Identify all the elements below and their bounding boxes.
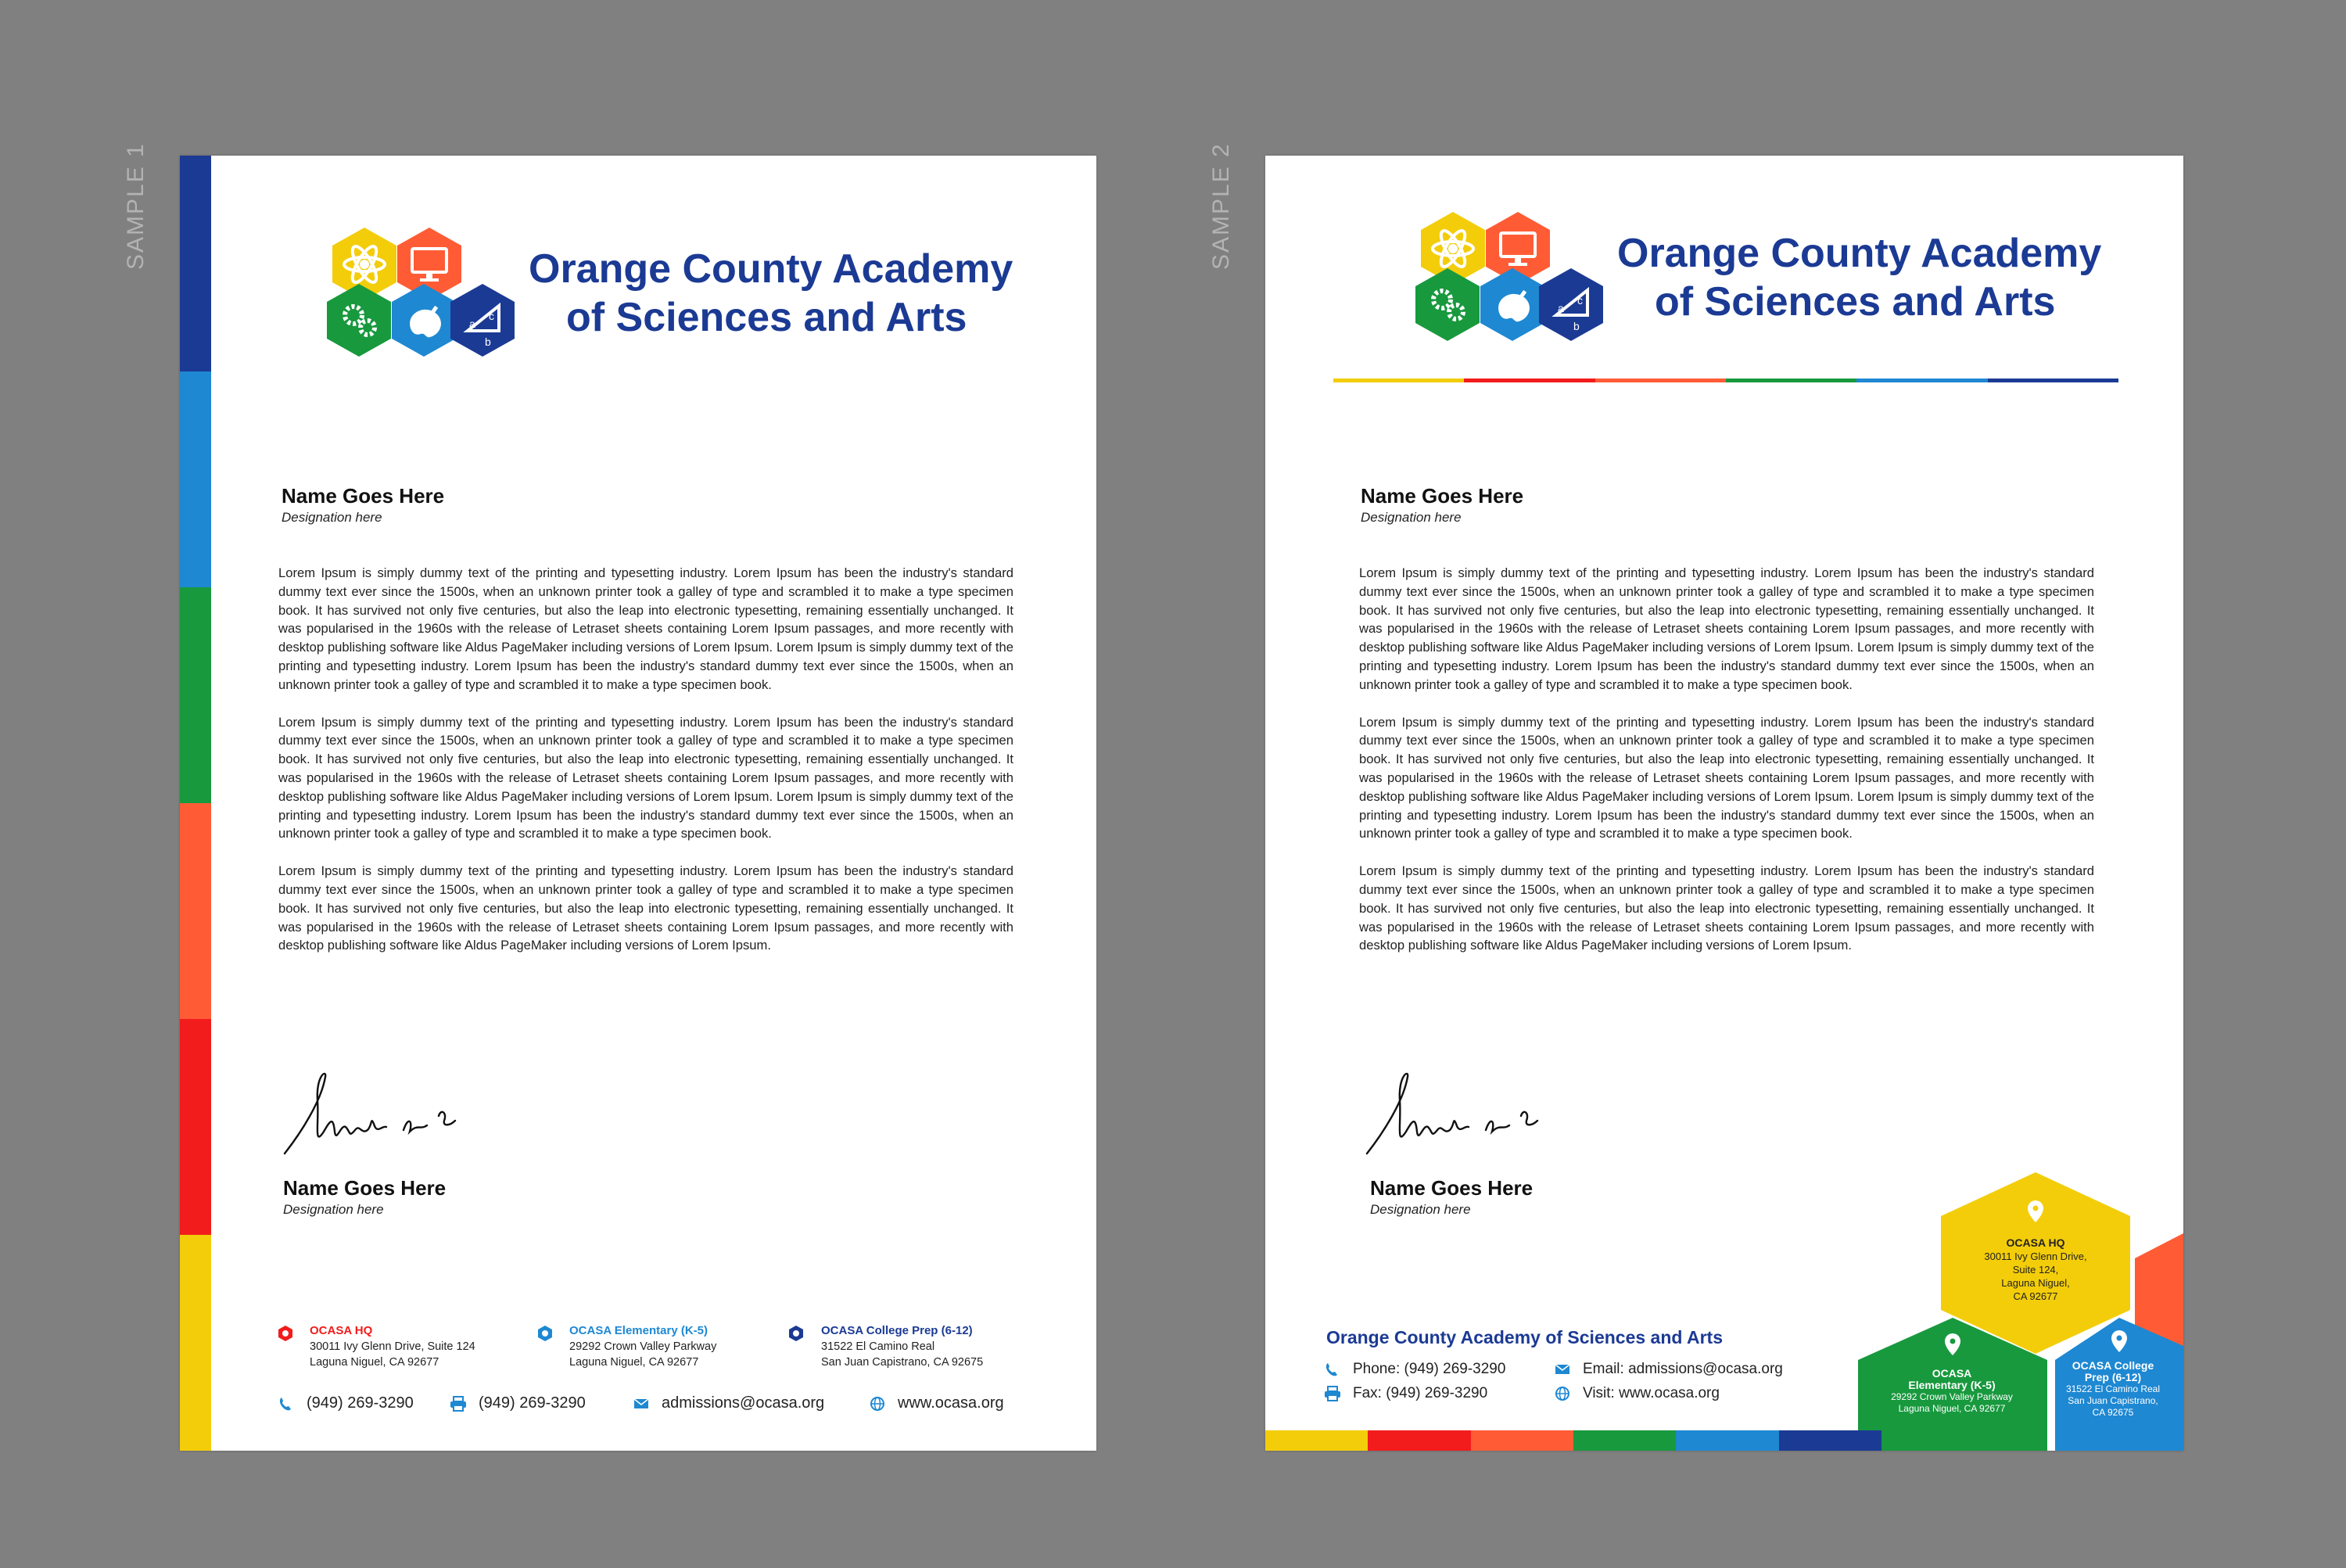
hex-elem-line1: 29292 Crown Valley Parkway (1891, 1391, 2013, 1402)
address-elementary-line2: Laguna Niguel, CA 92677 (569, 1356, 699, 1369)
globe-icon (868, 1396, 887, 1412)
address-hq-title: OCASA HQ (310, 1324, 373, 1337)
fax-text: (949) 269-3290 (479, 1394, 586, 1412)
signatory-designation: Designation here (1370, 1202, 1471, 1217)
fax-printer-icon (1323, 1386, 1342, 1401)
hex-address-elementary (1866, 1368, 2038, 1415)
footer-phone-text: Phone: (949) 269-3290 (1353, 1361, 1506, 1377)
fax-printer-icon (449, 1396, 468, 1412)
svg-text:b: b (1573, 320, 1580, 332)
school-name (529, 245, 1013, 342)
contact-email (632, 1394, 824, 1412)
svg-text:b: b (485, 335, 491, 348)
school-name-line2: of Sciences and Arts (566, 295, 967, 340)
hex-prep-line1: 31522 El Camino Real (2065, 1383, 2161, 1394)
address-hq-line2: Laguna Niguel, CA 92677 (310, 1356, 439, 1369)
phone-icon (1323, 1362, 1342, 1377)
hex-hq-title: OCASA HQ (2006, 1236, 2065, 1249)
hex-hq-line2: Suite 124, (2012, 1264, 2059, 1276)
signatory-designation: Designation here (283, 1202, 384, 1217)
body-paragraph: Lorem Ipsum is simply dummy text of the printing and typesetting industry. Lorem Ipsum has been the industry's standard dummy text ever since the 1500s, when an unknown printer took a galley of type and scrambled it to make a type specimen book. It has survived not only five centuries, but also the leap into electronic typesetting, remaining essentially unchanged. It was popularised in the 1960s with the release of Letraset sheets containing Lorem Ipsum passages, and more recently with desktop publishing software like Aldus PageMaker including versions of Lorem Ipsum. (1359, 863, 2094, 953)
sender-designation: Designation here (282, 510, 382, 525)
sender-name: Name Goes Here (282, 484, 445, 508)
letterhead-sample-2 (1265, 156, 2183, 1451)
footer-fax (1323, 1385, 1487, 1402)
sample-1-label: SAMPLE 1 (123, 142, 149, 270)
hex-address-college-prep (2044, 1360, 2182, 1419)
email-icon (1553, 1362, 1572, 1377)
email-text: admissions@ocasa.org (662, 1394, 825, 1412)
phone-icon (277, 1396, 296, 1412)
hex-elem-line2: Laguna Niguel, CA 92677 (1898, 1403, 2006, 1414)
phone-text: (949) 269-3290 (307, 1394, 414, 1412)
email-icon (632, 1396, 651, 1412)
hex-elem-title1: OCASA (1932, 1367, 1972, 1380)
address-prep-line2: San Juan Capistrano, CA 92675 (821, 1356, 984, 1369)
sender-block (282, 484, 444, 526)
body-paragraph: Lorem Ipsum is simply dummy text of the printing and typesetting industry. Lorem Ipsum has been the industry's standard dummy text ever since the 1500s, when an unknown printer took a galley of type and scrambled it to make a type specimen book. It has survived not only five centuries, but also the leap into electronic typesetting, remaining essentially unchanged. It was popularised in the 1960s with the release of Letraset sheets containing Lorem Ipsum passages, and more recently with desktop publishing software like Aldus PageMaker including versions of Lorem Ipsum. Lorem Ipsum is simply dummy text of the printing and typesetting industry. Lorem Ipsum has been the industry's standard dummy text ever since the 1500s, when an unknown printer took a galley of type and scrambled it to make a type specimen book. (278, 565, 1013, 692)
address-hq-line1: 30011 Ivy Glenn Drive, Suite 124 (310, 1340, 475, 1353)
signatory-name: Name Goes Here (1370, 1176, 1534, 1200)
body-paragraph: Lorem Ipsum is simply dummy text of the printing and typesetting industry. Lorem Ipsum has been the industry's standard dummy text ever since the 1500s, when an unknown printer took a galley of type and scrambled it to make a type specimen book. It has survived not only five centuries, but also the leap into electronic typesetting, remaining essentially unchanged. It was popularised in the 1960s with the release of Letraset sheets containing Lorem Ipsum passages, and more recently with desktop publishing software like Aldus PageMaker including versions of Lorem Ipsum. Lorem Ipsum is simply dummy text of the printing and typesetting industry. Lorem Ipsum has been the industry's standard dummy text ever since the 1500s, when an unknown printer took a galley of type and scrambled it to make a type specimen book. (1359, 714, 2094, 841)
globe-icon (1553, 1386, 1572, 1401)
hexagon-logo-mark (1415, 212, 1603, 343)
school-logo (1415, 212, 2101, 343)
sender-designation: Designation here (1361, 510, 1462, 525)
school-logo (327, 228, 1013, 359)
contact-web (868, 1394, 1004, 1412)
hex-prep-line2: San Juan Capistrano, (2068, 1395, 2158, 1406)
footer-school-name: Orange County Academy of Sciences and Arts (1326, 1327, 1723, 1347)
address-prep-line1: 31522 El Camino Real (821, 1340, 935, 1353)
hex-prep-title2: Prep (6-12) (2084, 1371, 2142, 1383)
address-elementary (569, 1323, 716, 1370)
svg-text:c: c (1577, 294, 1583, 307)
hex-hq-line1: 30011 Ivy Glenn Drive, (1984, 1250, 2087, 1262)
footer-email (1553, 1361, 1783, 1378)
svg-text:a: a (1558, 302, 1564, 314)
sender-name: Name Goes Here (1361, 484, 1524, 508)
footer-phone (1323, 1361, 1505, 1378)
contact-phone (277, 1394, 414, 1412)
letter-body (278, 564, 1013, 974)
hex-prep-title1: OCASA College (2072, 1359, 2154, 1372)
svg-text:a: a (469, 318, 475, 330)
letterhead-sample-1 (180, 156, 1096, 1451)
body-paragraph: Lorem Ipsum is simply dummy text of the printing and typesetting industry. Lorem Ipsum has been the industry's standard dummy text ever since the 1500s, when an unknown printer took a galley of type and scrambled it to make a type specimen book. It has survived not only five centuries, but also the leap into electronic typesetting, remaining essentially unchanged. It was popularised in the 1960s with the release of Letraset sheets containing Lorem Ipsum passages, and more recently with desktop publishing software like Aldus PageMaker including versions of Lorem Ipsum. Lorem Ipsum is simply dummy text of the printing and typesetting industry. Lorem Ipsum has been the industry's standard dummy text ever since the 1500s, when an unknown printer took a galley of type and scrambled it to make a type specimen book. (278, 714, 1013, 841)
signatory-name: Name Goes Here (283, 1176, 447, 1200)
location-pin-icon (277, 1325, 294, 1342)
footer-web (1553, 1385, 1720, 1402)
address-prep-title: OCASA College Prep (6-12) (821, 1324, 973, 1337)
svg-text:c: c (489, 310, 494, 322)
hex-hq-line3: Laguna Niguel, (2001, 1277, 2070, 1289)
school-name-line1: Orange County Academy (1617, 231, 2102, 276)
body-paragraph: Lorem Ipsum is simply dummy text of the printing and typesetting industry. Lorem Ipsum has been the industry's standard dummy text ever since the 1500s, when an unknown printer took a galley of type and scrambled it to make a type specimen book. It has survived not only five centuries, but also the leap into electronic typesetting, remaining essentially unchanged. It was popularised in the 1960s with the release of Letraset sheets containing Lorem Ipsum passages, and more recently with desktop publishing software like Aldus PageMaker including versions of Lorem Ipsum. Lorem Ipsum is simply dummy text of the printing and typesetting industry. Lorem Ipsum has been the industry's standard dummy text ever since the 1500s, when an unknown printer took a galley of type and scrambled it to make a type specimen book. (1359, 565, 2094, 692)
sample-2-label: SAMPLE 2 (1208, 142, 1234, 270)
signature-image (1361, 1069, 1556, 1163)
web-text: www.ocasa.org (898, 1394, 1004, 1412)
hex-hq-line4: CA 92677 (2013, 1290, 2058, 1302)
address-elementary-line1: 29292 Crown Valley Parkway (569, 1340, 717, 1353)
letter-body (1359, 564, 2094, 974)
school-name-line1: Orange County Academy (529, 246, 1013, 292)
location-pin-icon (787, 1325, 805, 1342)
signature-block (1370, 1176, 1533, 1218)
footer-email-text: Email: admissions@ocasa.org (1583, 1361, 1783, 1377)
sender-block (1361, 484, 1523, 526)
address-hq (310, 1323, 475, 1370)
hex-address-hq (1961, 1236, 2110, 1303)
address-elementary-title: OCASA Elementary (K-5) (569, 1324, 708, 1337)
hexagon-logo-mark (327, 228, 515, 359)
footer-color-bar (1265, 1430, 1881, 1451)
header-color-rule (1333, 379, 2118, 382)
school-name (1617, 229, 2101, 326)
signature-block (283, 1176, 446, 1218)
school-name-line2: of Sciences and Arts (1655, 279, 2056, 325)
body-paragraph: Lorem Ipsum is simply dummy text of the printing and typesetting industry. Lorem Ipsum has been the industry's standard dummy text ever since the 1500s, when an unknown printer took a galley of type and scrambled it to make a type specimen book. It has survived not only five centuries, but also the leap into electronic typesetting, remaining essentially unchanged. It was popularised in the 1960s with the release of Letraset sheets containing Lorem Ipsum passages, and more recently with desktop publishing software like Aldus PageMaker including versions of Lorem Ipsum. (278, 863, 1013, 953)
contact-fax (449, 1394, 586, 1412)
color-stripe (180, 156, 211, 1451)
location-pin-icon (536, 1325, 554, 1342)
footer-web-text: Visit: www.ocasa.org (1583, 1385, 1720, 1401)
address-college-prep (821, 1323, 983, 1370)
signature-image (278, 1069, 474, 1163)
footer-fax-text: Fax: (949) 269-3290 (1353, 1385, 1488, 1401)
hex-elem-title2: Elementary (K-5) (1908, 1379, 1996, 1391)
hex-prep-line3: CA 92675 (2092, 1407, 2134, 1418)
